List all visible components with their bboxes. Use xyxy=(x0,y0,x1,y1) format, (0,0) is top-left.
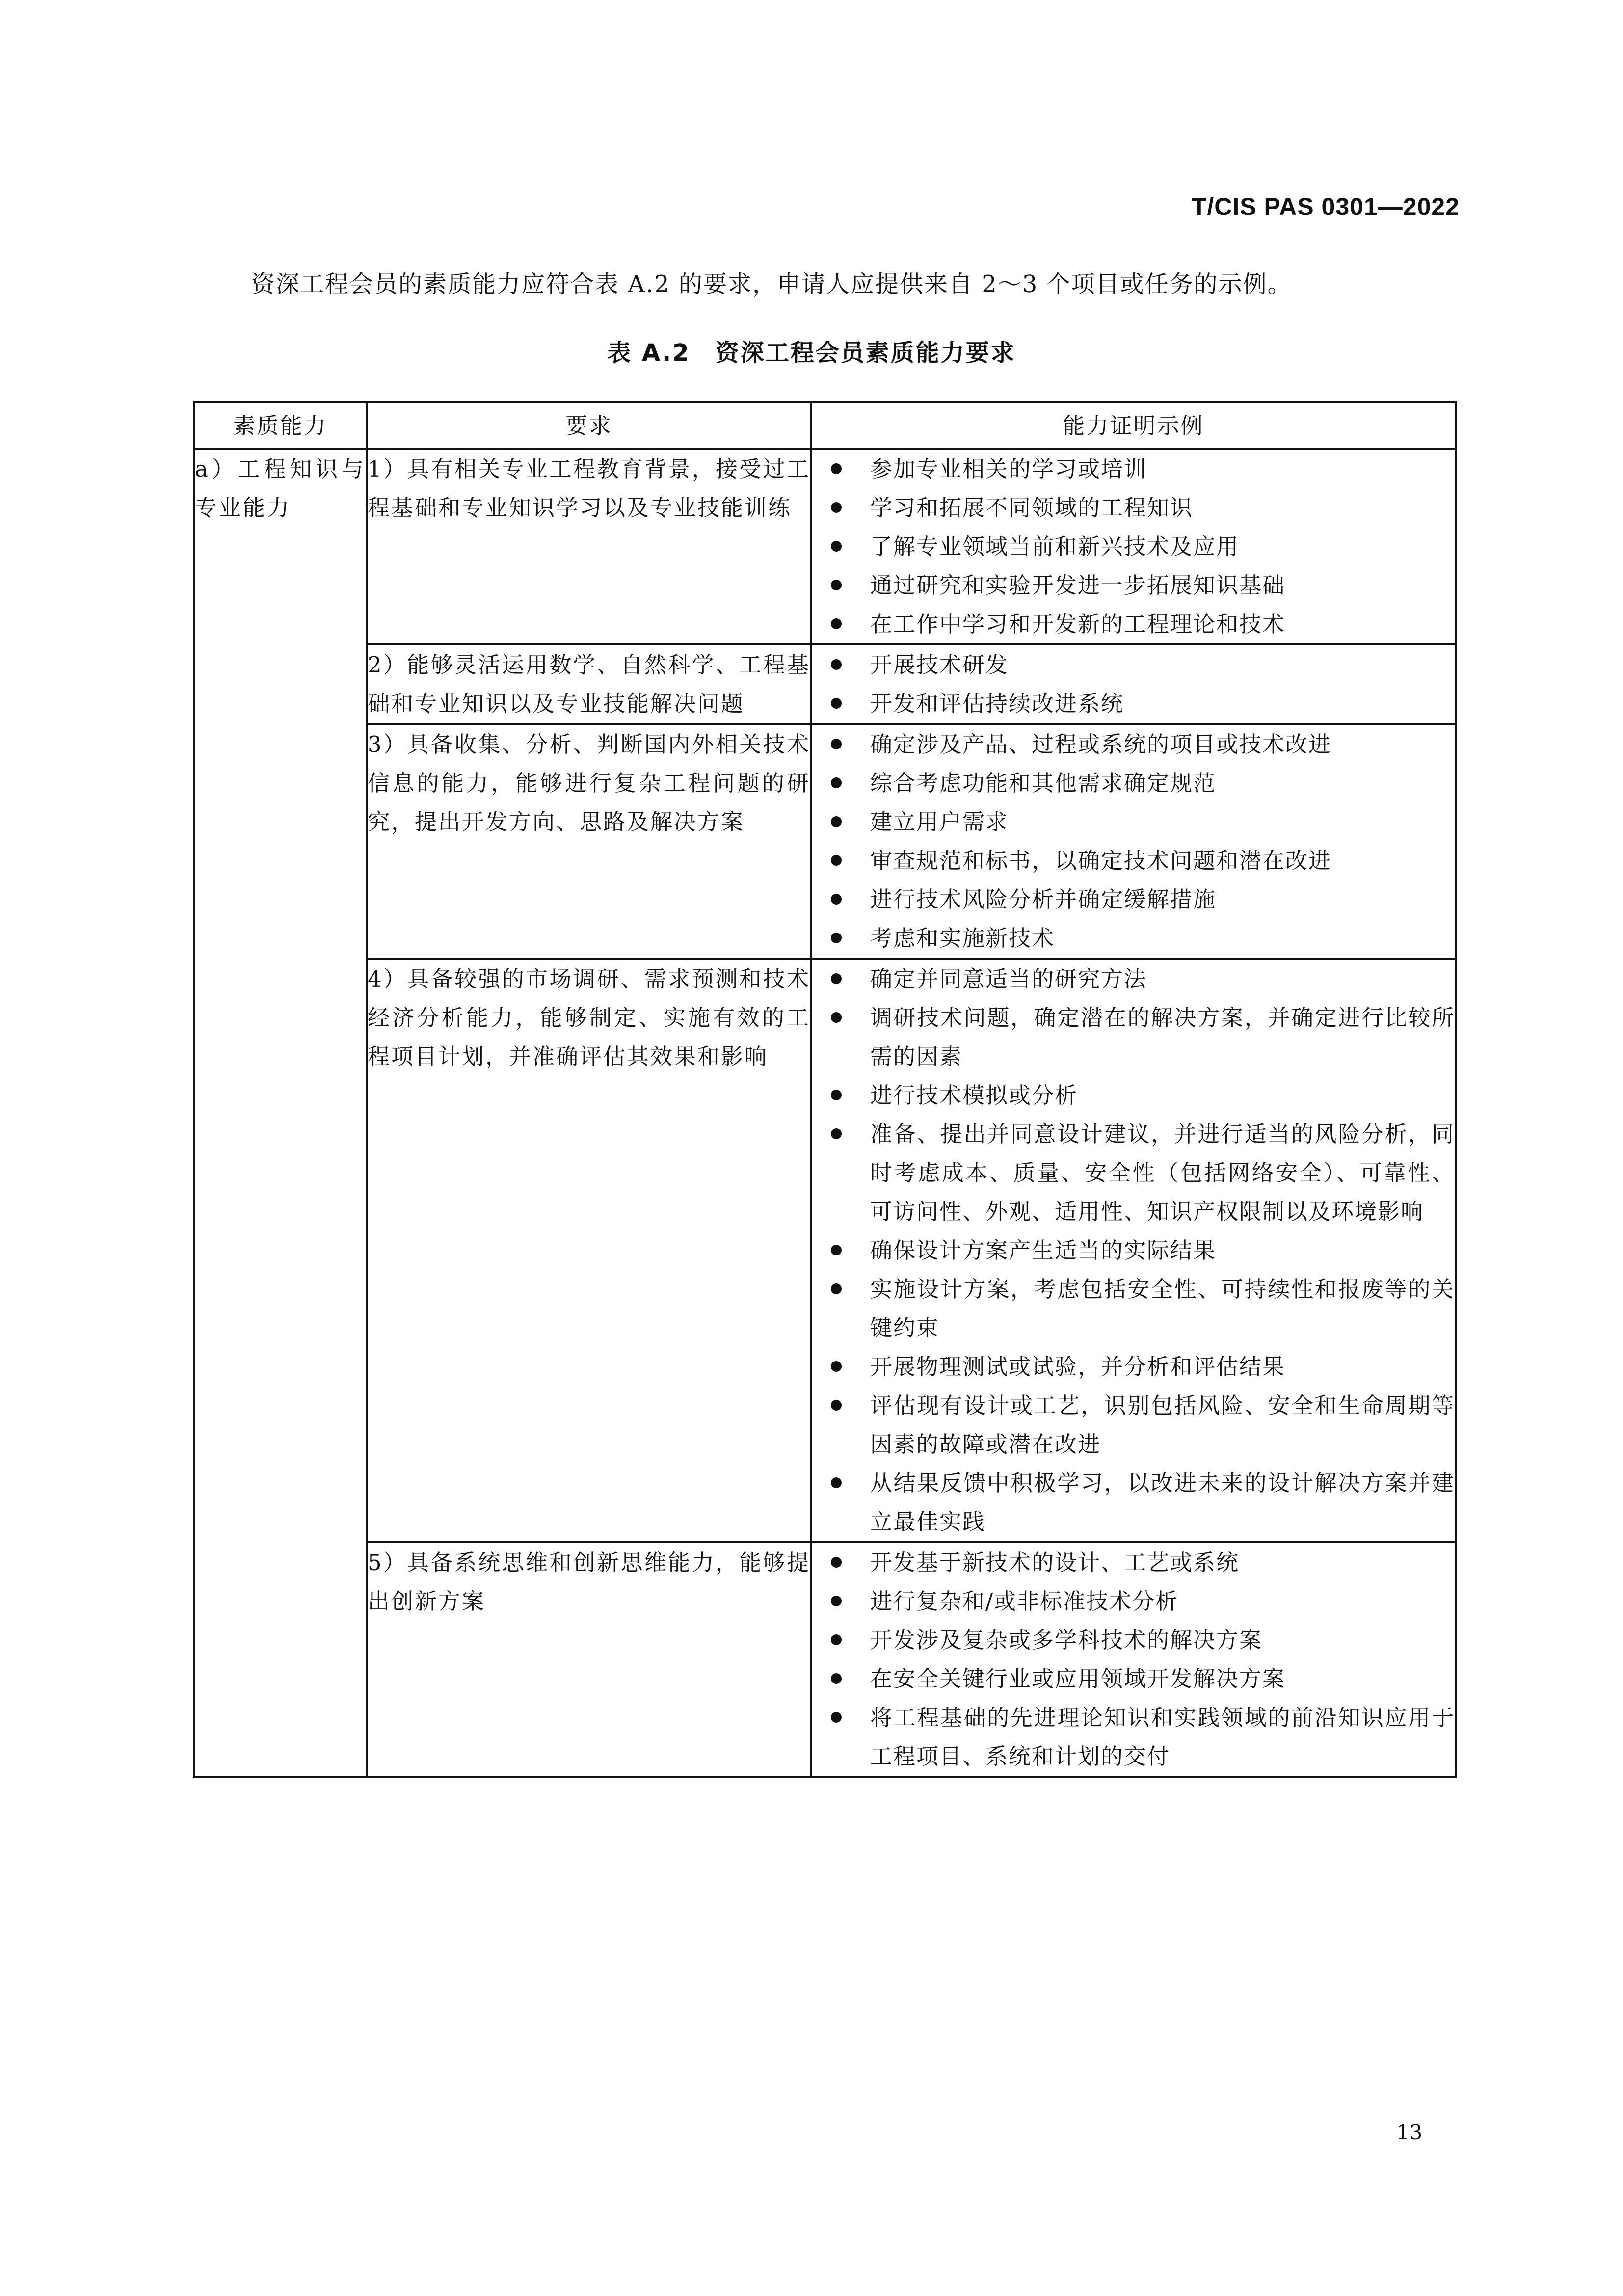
bullet-icon xyxy=(831,1361,842,1372)
bullet-icon xyxy=(831,1128,842,1139)
requirement-cell: 2）能够灵活运用数学、自然科学、工程基础和专业知识以及专业技能解决问题 xyxy=(367,644,811,724)
example-item xyxy=(812,450,1455,488)
example-text: 确定涉及产品、过程或系统的项目或技术改进 xyxy=(870,731,1332,757)
bullet-icon xyxy=(831,739,842,749)
requirement-cell: 3）具备收集、分析、判断国内外相关技术信息的能力，能够进行复杂工程问题的研究，提出开发方向、思路及解决方案 xyxy=(367,724,811,959)
bullet-icon xyxy=(831,973,842,984)
example-item xyxy=(812,1231,1455,1270)
example-text: 将工程基础的先进理论知识和实践领域的前沿知识应用于工程项目、系统和计划的交付 xyxy=(870,1705,1455,1769)
example-text: 进行技术风险分析并确定缓解措施 xyxy=(870,886,1217,912)
header-ability: 素质能力 xyxy=(194,402,367,449)
example-text: 确定并同意适当的研究方法 xyxy=(870,966,1147,992)
example-list xyxy=(812,960,1455,1541)
example-text: 从结果反馈中积极学习，以改进未来的设计解决方案并建立最佳实践 xyxy=(870,1470,1455,1535)
example-list xyxy=(812,1543,1455,1776)
example-item xyxy=(812,841,1455,880)
standard-code: T/CIS PAS 0301—2022 xyxy=(1191,193,1460,220)
example-item xyxy=(812,488,1455,527)
example-text: 确保设计方案产生适当的实际结果 xyxy=(870,1237,1217,1263)
ability-cell: a）工程知识与专业能力 xyxy=(194,449,367,1777)
examples-cell xyxy=(811,724,1456,959)
bullet-icon xyxy=(831,855,842,866)
example-text: 审查规范和标书，以确定技术问题和潜在改进 xyxy=(870,848,1332,874)
example-item xyxy=(812,960,1455,998)
example-item xyxy=(812,725,1455,764)
example-text: 建立用户需求 xyxy=(870,809,1009,835)
example-text: 学习和拓展不同领域的工程知识 xyxy=(870,495,1194,521)
bullet-icon xyxy=(831,1245,842,1255)
example-item xyxy=(812,1659,1455,1698)
table-row xyxy=(194,644,1456,724)
bullet-icon xyxy=(831,541,842,552)
bullet-icon xyxy=(831,1712,842,1723)
requirement-cell: 1）具有相关专业工程教育背景，接受过工程基础和专业知识学习以及专业技能训练 xyxy=(367,449,811,644)
examples-cell xyxy=(811,644,1456,724)
example-item xyxy=(812,1582,1455,1621)
bullet-icon xyxy=(831,1634,842,1645)
table-row xyxy=(194,449,1456,644)
bullet-icon xyxy=(831,1673,842,1684)
page-number: 13 xyxy=(1396,2120,1423,2144)
example-text: 考虑和实施新技术 xyxy=(870,925,1055,951)
table-row xyxy=(194,1542,1456,1777)
bullet-icon xyxy=(831,777,842,788)
example-list xyxy=(812,450,1455,643)
table-body xyxy=(194,449,1456,1777)
example-text: 在工作中学习和开发新的工程理论和技术 xyxy=(870,611,1286,637)
table-header-row xyxy=(194,402,1456,449)
bullet-icon xyxy=(831,618,842,629)
example-item xyxy=(812,802,1455,841)
example-item xyxy=(812,1698,1455,1776)
example-text: 开发涉及复杂或多学科技术的解决方案 xyxy=(870,1627,1263,1653)
intro-paragraph: 资深工程会员的素质能力应符合表 A.2 的要求，申请人应提供来自 2～3 个项目或任务的示例。 xyxy=(251,270,1292,298)
example-text: 调研技术问题，确定潜在的解决方案，并确定进行比较所需的因素 xyxy=(870,1005,1455,1069)
requirement-cell: 4）具备较强的市场调研、需求预测和技术经济分析能力，能够制定、实施有效的工程项目计划，并准确评估其效果和影响 xyxy=(367,959,811,1542)
example-item xyxy=(812,605,1455,643)
example-text: 实施设计方案，考虑包括安全性、可持续性和报废等的关键约束 xyxy=(870,1276,1455,1341)
example-text: 开展技术研发 xyxy=(870,652,1009,678)
table-row xyxy=(194,959,1456,1542)
example-text: 开发基于新技术的设计、工艺或系统 xyxy=(870,1549,1240,1575)
example-text: 参加专业相关的学习或培训 xyxy=(870,456,1147,482)
example-item xyxy=(812,527,1455,566)
example-text: 综合考虑功能和其他需求确定规范 xyxy=(870,770,1217,796)
bullet-icon xyxy=(831,502,842,513)
bullet-icon xyxy=(831,1012,842,1023)
example-text: 开发和评估持续改进系统 xyxy=(870,691,1124,717)
example-item xyxy=(812,566,1455,605)
bullet-icon xyxy=(831,1596,842,1606)
bullet-icon xyxy=(831,1557,842,1568)
bullet-icon xyxy=(831,659,842,670)
example-text: 准备、提出并同意设计建议，并进行适当的风险分析，同时考虑成本、质量、安全性（包括网络安全）、可靠性、可访问性、外观、适用性、知识产权限制以及环境影响 xyxy=(870,1121,1455,1225)
example-text: 开展物理测试或试验，并分析和评估结果 xyxy=(870,1354,1286,1380)
example-text: 进行复杂和/或非标准技术分析 xyxy=(870,1588,1179,1614)
example-item xyxy=(812,919,1455,958)
requirements-table xyxy=(193,401,1457,1778)
example-text: 进行技术模拟或分析 xyxy=(870,1082,1078,1108)
table-row xyxy=(194,724,1456,959)
table-caption: 表 A.2 资深工程会员素质能力要求 xyxy=(607,339,1016,367)
example-list xyxy=(812,725,1455,958)
example-item xyxy=(812,1386,1455,1464)
bullet-icon xyxy=(831,698,842,709)
example-text: 通过研究和实验开发进一步拓展知识基础 xyxy=(870,572,1286,598)
bullet-icon xyxy=(831,1477,842,1488)
example-text: 评估现有设计或工艺，识别包括风险、安全和生命周期等因素的故障或潜在改进 xyxy=(870,1392,1455,1457)
bullet-icon xyxy=(831,1283,842,1294)
example-item xyxy=(812,880,1455,919)
examples-cell xyxy=(811,1542,1456,1777)
bullet-icon xyxy=(831,933,842,943)
bullet-icon xyxy=(831,580,842,590)
examples-cell xyxy=(811,449,1456,644)
bullet-icon xyxy=(831,1400,842,1411)
example-item xyxy=(812,1347,1455,1386)
bullet-icon xyxy=(831,816,842,827)
example-item xyxy=(812,1115,1455,1231)
example-item xyxy=(812,1621,1455,1659)
example-item xyxy=(812,1464,1455,1541)
example-item xyxy=(812,998,1455,1076)
header-examples: 能力证明示例 xyxy=(811,402,1456,449)
example-item xyxy=(812,645,1455,684)
bullet-icon xyxy=(831,463,842,474)
example-item xyxy=(812,1543,1455,1582)
requirement-cell: 5）具备系统思维和创新思维能力，能够提出创新方案 xyxy=(367,1542,811,1777)
examples-cell xyxy=(811,959,1456,1542)
example-text: 在安全关键行业或应用领域开发解决方案 xyxy=(870,1666,1286,1692)
bullet-icon xyxy=(831,1090,842,1100)
example-text: 了解专业领域当前和新兴技术及应用 xyxy=(870,534,1240,560)
example-list xyxy=(812,645,1455,723)
bullet-icon xyxy=(831,894,842,905)
example-item xyxy=(812,1270,1455,1347)
example-item xyxy=(812,1076,1455,1115)
example-item xyxy=(812,684,1455,723)
header-requirement: 要求 xyxy=(367,402,811,449)
example-item xyxy=(812,764,1455,802)
